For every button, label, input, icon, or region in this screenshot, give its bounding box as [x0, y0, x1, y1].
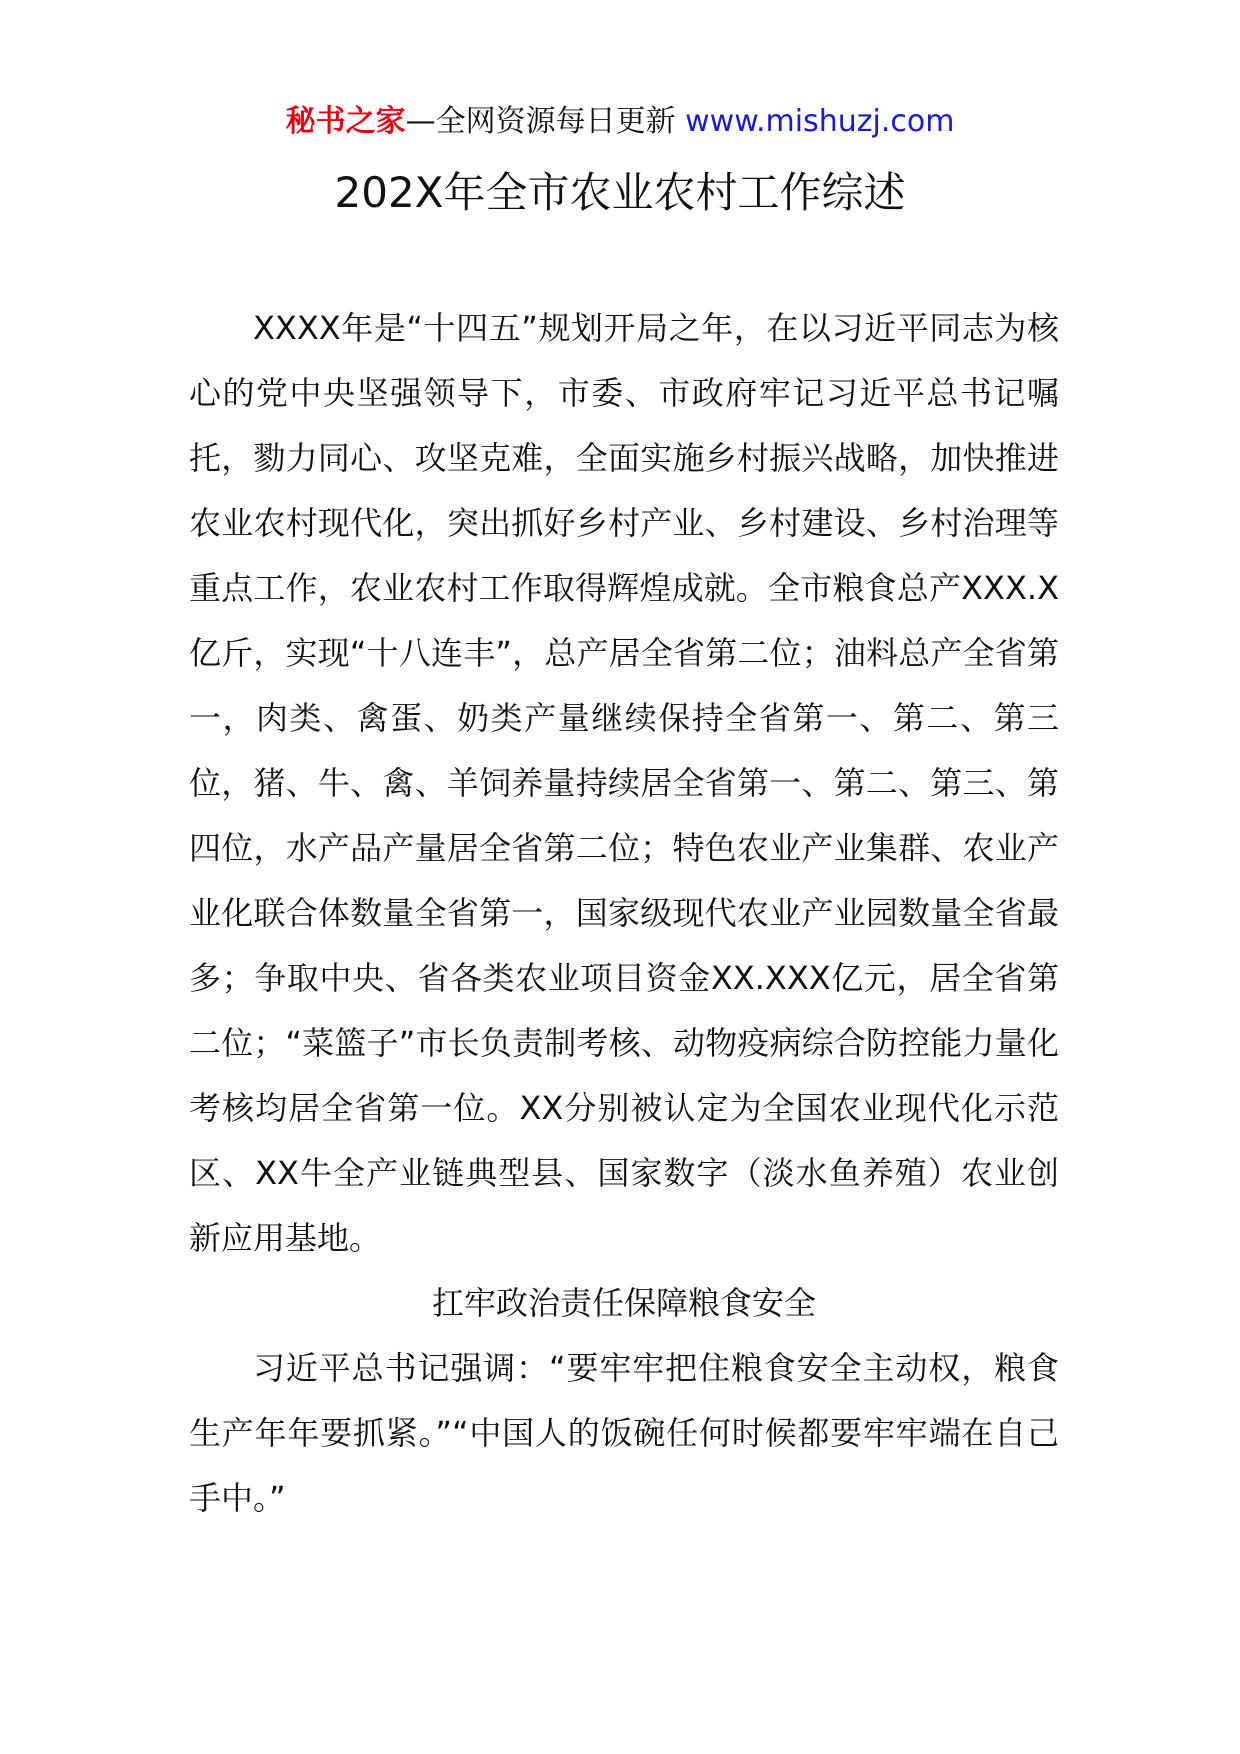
- site-header: [0, 100, 1240, 144]
- document-body: [189, 296, 1059, 1531]
- document-title: 202X年全市农业农村工作综述: [334, 168, 906, 217]
- site-url-link[interactable]: www.mishuzj.com: [685, 104, 955, 139]
- brand-name: 秘书之家: [285, 104, 406, 139]
- header-slogan: —全网资源每日更新: [405, 104, 676, 139]
- intro-paragraph: XXXX年是“十四五”规划开局之年，在以习近平同志为核心的党中央坚强领导下，市委、市政府牢记习近平总书记嘱托，勠力同心、攻坚克难，全面实施乡村振兴战略，加快推进农业农村现代化，突出抓好乡村产业、乡村建设、乡村治理等重点工作，农业农村工作取得辉煌成就。全市粮食总产XXX.X亿斤，实现“十八连丰”，总产居全省第二位；油料总产全省第一，肉类、禽蛋、奶类产量继续保持全省第一、第二、第三位，猪、牛、禽、羊饲养量持续居全省第一、第二、第三、第四位，水产品产量居全省第二位；特色农业产业集群、农业产业化联合体数量全省第一，国家级现代农业产业园数量全省最多；争取中央、省各类农业项目资金XX.XXX亿元，居全省第二位；“菜篮子”市长负责制考核、动物疫病综合防控能力量化考核均居全省第一位。XX分别被认定为全国农业现代化示范区、XX牛全产业链典型县、国家数字（淡水鱼养殖）农业创新应用基地。: [189, 309, 1059, 1257]
- section-heading: 扛牢政治责任保障粮食安全: [431, 1284, 816, 1322]
- section-paragraph: 习近平总书记强调：“要牢牢把住粮食安全主动权，粮食生产年年要抓紧。”“中国人的饭碗任何时候都要牢牢端在自己手中。”: [189, 1349, 1059, 1517]
